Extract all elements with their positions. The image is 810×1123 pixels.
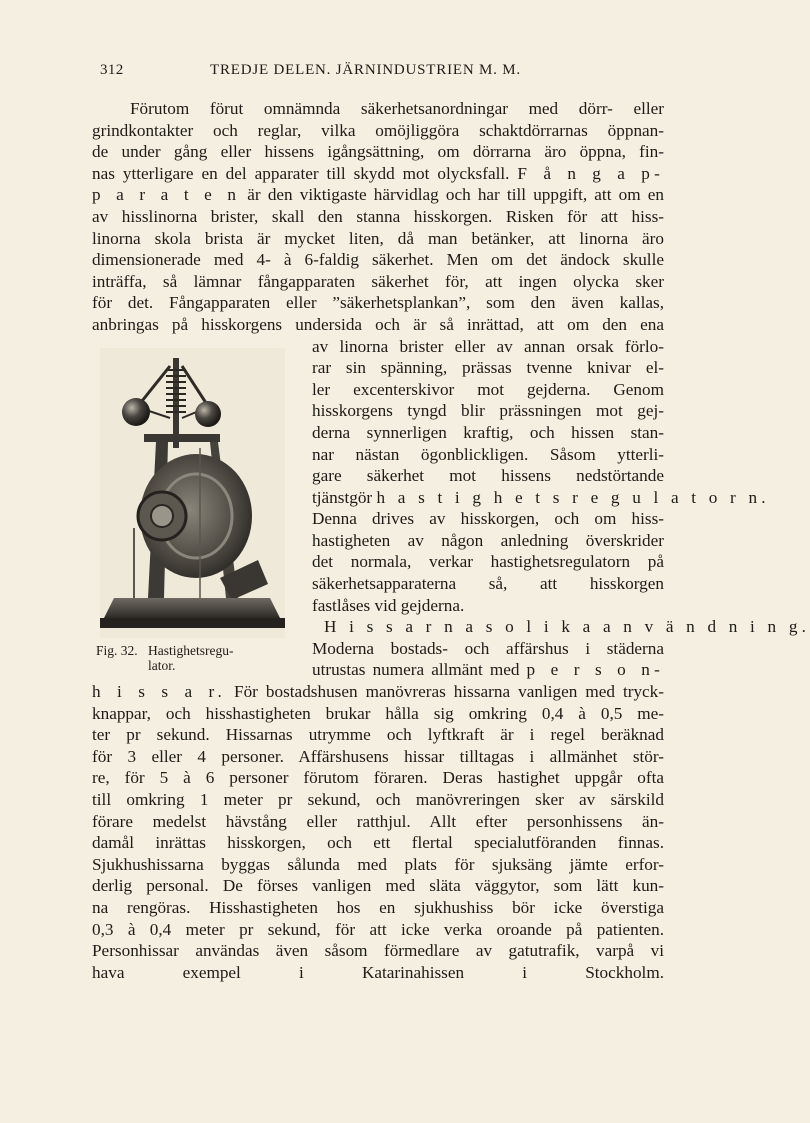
running-head: TREDJE DELEN. JÄRNINDUSTRIEN M. M. — [210, 62, 521, 78]
base-foot — [100, 618, 285, 628]
text-line: derna synnerligen kraftig, och hissen stan- — [312, 422, 664, 442]
figure-label: Fig. 32. — [96, 643, 138, 658]
text-line: linorna skola brista är mycket liten, då man betänker, att linorna äro — [92, 228, 664, 248]
text-line: Denna drives av hisskorgen, och om hiss- — [312, 509, 664, 529]
text-run: För bostadshusen manövreras hissarna vanligen med tryck- — [225, 682, 665, 702]
governor-illustration — [100, 348, 285, 638]
text-line: Personhissar användas även såsom förmedlare av gatutrafik, varpå vi — [92, 941, 664, 961]
text-line: Moderna bostads- och affärshus i städerna — [312, 638, 664, 658]
text-line: damål inrättas hisskorgen, och ett flertal specialutföranden finnas. — [92, 833, 664, 853]
section-heading: H i s s a r n a s o l i k a a n v ä n d n i n g. — [324, 617, 810, 637]
text-line — [312, 659, 664, 681]
text-line: gare säkerhet mot hissens nedstörtande — [312, 466, 664, 486]
text-line: derlig personal. De förses vanligen med släta väggytor, som lätt kun- — [92, 876, 664, 896]
text-line: re, för 5 à 6 personer förutom föraren. Deras hastighet uppgår ofta — [92, 768, 664, 788]
text-line: ter pr sekund. Hissarnas utrymme och lyftkraft är i regel beräknad — [92, 725, 664, 745]
page-number: 312 — [100, 62, 124, 78]
text-line: av linorna brister eller av annan orsak förlo- — [312, 336, 664, 356]
text-line: det normala, verkar hastighetsregulatorn på — [312, 552, 664, 572]
text-line: inträffa, så lämnar fångapparaten säkerhet för, att ingen olycka sker — [92, 271, 664, 291]
text-run: nas ytterligare en del apparater till skydd mot olycksfall. — [92, 163, 518, 183]
text-line: säkerhetsapparaterna så, att hisskorgen — [312, 574, 664, 594]
figure-caption — [96, 643, 296, 673]
text-line: de under gång eller hissens igångsättning, om dörrarna äro öppna, fin- — [92, 142, 664, 162]
text-line — [312, 487, 770, 509]
text-line: för 3 eller 4 personer. Affärshusens hissar tilltagas i allmänhet stör- — [92, 746, 664, 766]
right-flyball — [195, 401, 221, 427]
text-line: grindkontakter och reglar, vilka omöjliggöra schaktdörrarnas öppnan- — [92, 120, 664, 140]
text-line: knappar, och hisshastigheten brukar hålla sig omkring 0,4 à 0,5 me- — [92, 703, 664, 723]
text-line: anbringas på hisskorgens undersida och är så inrättad, att om den ena — [92, 314, 664, 334]
spaced-term: F å n g a p- — [517, 163, 664, 183]
caption-line: Hastighetsregu- — [148, 643, 234, 658]
caption-body — [148, 643, 268, 673]
text-line — [92, 184, 664, 206]
spaced-term: h i s s a r. — [92, 682, 226, 702]
text-line: förare medelst hävstång eller ratthjul. Allt efter personhissens än- — [92, 811, 664, 831]
text-line: nar nästan ögonblickligen. Såsom ytterli- — [312, 444, 664, 464]
text-line: hisskorgens tyngd blir prässningen mot gej- — [312, 401, 664, 421]
text-run: är den viktigaste härvidlag och har till uppgift, att om en — [240, 185, 664, 205]
text-line: 0,3 à 0,4 meter pr sekund, för att icke verka oroande på patienten. — [92, 919, 664, 939]
text-run: tjänstgör — [312, 487, 377, 507]
text-line: na rengöras. Hisshastigheten hos en sjukhushiss bör icke överstiga — [92, 897, 664, 917]
spaced-term: p a r a t e n — [92, 185, 241, 205]
left-flyball — [122, 398, 150, 426]
spaced-term: h a s t i g h e t s r e g u l a t o r n. — [376, 487, 770, 507]
text-line: ler excenterskivor mot gejderna. Genom — [312, 379, 664, 399]
text-line: hava exempel i Katarinahissen i Stockholm. — [92, 962, 664, 982]
caption-line: lator. — [148, 658, 176, 673]
spaced-term: p e r s o n- — [526, 660, 664, 680]
text-line: Sjukhushissarna byggas sålunda med plats för sjuksäng jämte erfor- — [92, 854, 664, 874]
text-line: rar sin spänning, prässas tvenne knivar el- — [312, 358, 664, 378]
text-line — [92, 983, 664, 1005]
page-header — [100, 62, 660, 84]
text-line: hastigheten av någon anledning överskrider — [312, 530, 664, 550]
text-line: Förutom förut omnämnda säkerhetsanordningar med dörr- eller — [130, 99, 664, 118]
figure-speed-governor — [100, 348, 285, 688]
text-line: dimensionerade med 4- à 6-faldig säkerhet. Men om det ändock skulle — [92, 250, 664, 270]
text-line — [92, 163, 664, 185]
hub-center — [151, 505, 173, 527]
text-line: för det. Fångapparaten eller ”säkerhetsplankan”, som den även kallas, — [92, 293, 664, 313]
text-line: fastlåses vid gejderna. — [312, 595, 465, 615]
text-run: utrustas numera allmänt med — [312, 660, 527, 680]
text-line: till omkring 1 meter pr sekund, och manövreringen sker av särskild — [92, 790, 664, 809]
base-plate — [104, 598, 280, 618]
text-line: av hisslinorna brister, skall den stanna hisskorgen. Risken för att hiss- — [92, 206, 664, 226]
crossbar — [144, 434, 220, 442]
